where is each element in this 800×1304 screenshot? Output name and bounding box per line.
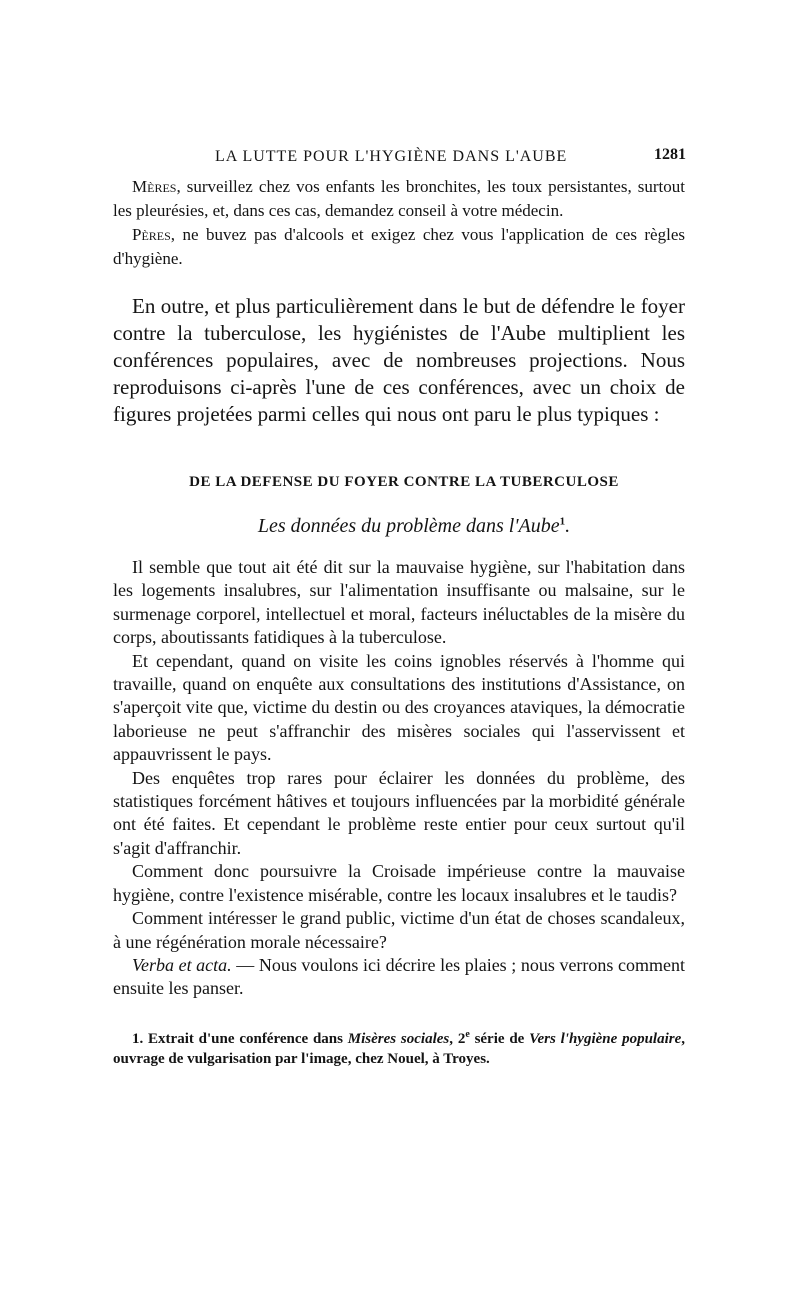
footnote-series: Vers l'hygiène populaire — [529, 1030, 682, 1047]
footnote-text-2: , 2 — [449, 1030, 466, 1047]
footnote — [113, 1025, 685, 1069]
body-paragraph: Comment intéresser le grand public, victime d'un état de choses scandaleux, à une régénération morale nécessaire? — [113, 908, 685, 952]
meres-text: surveillez chez vos enfants les bronchites, les toux persistantes, surtout les pleurésies, et, dans ces cas, demandez conseil à votre médecin. — [113, 177, 685, 220]
footnote-text-3: série de — [469, 1030, 530, 1047]
footnote-ordinal: e — [465, 1028, 470, 1040]
verba-paragraph — [113, 954, 685, 1001]
peres-label: Pères, — [132, 225, 176, 244]
footnote-text-1: Extrait d'une conférence dans — [143, 1030, 348, 1047]
meres-paragraph — [113, 175, 685, 223]
body-paragraph: Il semble que tout ait été dit sur la mauvaise hygiène, sur l'habitation dans les logements insalubres, sur l'alimentation insuffisante ou malsaine, sur le surmenage corporel, intellectuel et moral, facteurs inéluctables de la misère du corps, aboutissants fatidiques à la tuberculose. — [113, 557, 685, 648]
subtitle-end: . — [565, 515, 571, 537]
section-title: DE LA DEFENSE DU FOYER CONTRE LA TUBERCULOSE — [189, 474, 619, 490]
body-paragraph: Et cependant, quand on visite les coins ignobles réservés à l'homme qui travaille, quand on enquête aux consultations des institutions d'Assistance, on s'aperçoit vite que, victime du destin ou des croyances ataviques, la démocratie laborieuse ne peut s'affranchir des misères sociales qui l'asservissent et appauvrissent le pays. — [113, 650, 685, 765]
footnote-number: 1. — [132, 1030, 144, 1047]
book-page — [113, 145, 685, 1069]
verba-text: — Nous voulons ici décrire les plaies ; nous verrons comment ensuite les panser. — [113, 954, 685, 999]
body-paragraph: Des enquêtes trop rares pour éclairer les données du problème, des statistiques forcément hâtives et toujours influencées par la morbidité générale ont été faites. Et cependant le problème reste entier pour ceux surtout qu'il s'agit d'affranchir. — [113, 767, 685, 858]
section-subtitle — [143, 515, 685, 538]
verba-label: Verba et acta. — [132, 954, 232, 975]
footnote-text-4: , ouvrage de vulgarisation par l'image, chez Nouel, à Troyes. — [113, 1030, 685, 1067]
section-separator — [113, 428, 685, 454]
body-paragraph: Comment donc poursuivre la Croisade impérieuse contre la mauvaise hygiène, contre l'existence misérable, contre les locaux insalubres et le taudis? — [113, 861, 685, 905]
running-title: LA LUTTE POUR L'HYGIÈNE DANS L'AUBE — [215, 148, 568, 165]
page-number: 1281 — [654, 146, 686, 163]
peres-paragraph — [113, 223, 685, 271]
meres-label: Mères, — [132, 177, 181, 196]
running-head — [113, 145, 685, 175]
subtitle-note-ref: 1 — [559, 515, 566, 528]
footnote-work: Misères sociales — [347, 1030, 450, 1047]
peres-text: ne buvez pas d'alcools et exigez chez vous l'application de ces règles d'hygiène. — [113, 225, 685, 268]
subtitle-text: Les données du problème dans l'Aube — [257, 515, 560, 537]
body-text — [113, 556, 685, 1001]
lead-paragraph: En outre, et plus particulièrement dans le but de défendre le foyer contre la tuberculose, les hygiénistes de l'Aube multiplient les conférences populaires, avec de nombreuses projections. Nous reproduisons ci-après l'une de ces conférences, avec un choix de figures projetées parmi celles qui nous ont paru le plus typiques : — [113, 294, 685, 426]
